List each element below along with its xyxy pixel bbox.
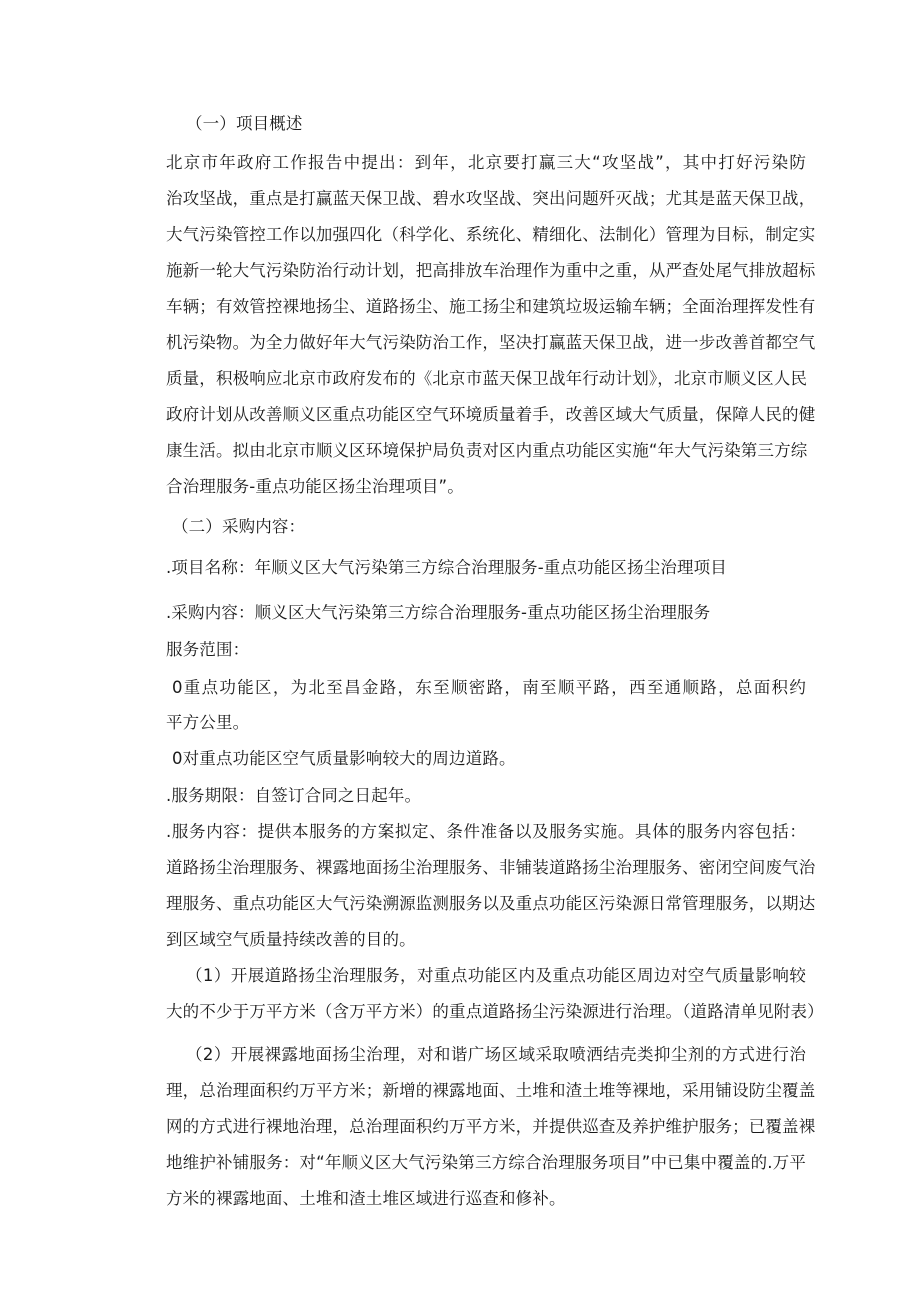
scope-label: 服务范围： — [166, 640, 250, 659]
service-content-line-2: 道路扬尘治理服务、裸露地面扬尘治理服务、非铺装道路扬尘治理服务、密闭空间废气治 — [166, 858, 816, 877]
section1-line-6: 机污染物。为全力做好年大气污染防治工作，坚决打赢蓝天保卫战，进一步改善首都空气 — [166, 333, 816, 352]
section1-line-4: 施新一轮大气污染防治行动计划，把高排放车治理作为重中之重，从严查处尾气排放超标 — [166, 261, 816, 280]
item-1-line-1: （1）开展道路扬尘治理服务，对重点功能区内及重点功能区周边对空气质量影响较 — [186, 966, 806, 985]
section1-line-2: 治攻坚战，重点是打赢蓝天保卫战、碧水攻坚战、突出问题歼灭战；尤其是蓝天保卫战， — [166, 189, 816, 208]
section1-line-9: 康生活。拟由北京市顺义区环境保护局负责对区内重点功能区实施“年大气污染第三方综 — [166, 441, 808, 460]
purchase-content: .采购内容：顺义区大气污染第三方综合治理服务-重点功能区扬尘治理服务 — [166, 603, 711, 622]
section1-line-10: 合治理服务-重点功能区扬尘治理项目”。 — [166, 477, 464, 496]
section1-line-3: 大气污染管控工作以加强四化（科学化、系统化、精细化、法制化）管理为目标，制定实 — [166, 225, 816, 244]
section1-line-7: 质量，积极响应北京市政府发布的《北京市蓝天保卫战年行动计划》，北京市顺义区人民 — [166, 369, 808, 388]
section1-line-1: 北京市年政府工作报告中提出：到年，北京要打赢三大“攻坚战”，其中打好污染防 — [166, 153, 806, 172]
scope-item-1-line-2: 平方公里。 — [166, 713, 250, 732]
scope-item-1-line-1: 0重点功能区，为北至昌金路，东至顺密路，南至顺平路，西至通顺路，总面积约 — [172, 678, 806, 697]
section1-heading: （一）项目概述 — [186, 114, 303, 133]
scope-item-2: 0对重点功能区空气质量影响较大的周边道路。 — [172, 749, 516, 768]
project-name: .项目名称：年顺义区大气污染第三方综合治理服务-重点功能区扬尘治理项目 — [166, 558, 727, 577]
item-1-line-2: 大的不少于万平方米（含万平方米）的重点道路扬尘污染源进行治理。（道路清单见附表） — [166, 1002, 824, 1021]
item-2-line-3: 网的方式进行裸地治理，总治理面积约万平方米，并提供巡查及养护维护服务；已覆盖裸 — [166, 1117, 816, 1136]
section2-heading: （二）采购内容： — [172, 517, 306, 536]
service-content-line-4: 到区域空气质量持续改善的目的。 — [166, 930, 416, 949]
item-2-line-4: 地维护补铺服务：对“年顺义区大气污染第三方综合治理服务项目”中已集中覆盖的.万平 — [166, 1153, 806, 1172]
item-2-line-2: 理，总治理面积约万平方米；新增的裸露地面、土堆和渣土堆等裸地，采用铺设防尘覆盖 — [166, 1081, 816, 1100]
service-content-line-3: 理服务、重点功能区大气污染溯源监测服务以及重点功能区污染源日常管理服务，以期达 — [166, 894, 816, 913]
section1-line-5: 车辆；有效管控裸地扬尘、道路扬尘、施工扬尘和建筑垃圾运输车辆；全面治理挥发性有 — [166, 297, 816, 316]
section1-line-8: 政府计划从改善顺义区重点功能区空气环境质量着手，改善区域大气质量，保障人民的健 — [166, 405, 816, 424]
item-2-line-5: 方米的裸露地面、土堆和渣土堆区域进行巡查和修补。 — [166, 1189, 566, 1208]
item-2-line-1: （2）开展裸露地面扬尘治理，对和谐广场区域采取喷洒结壳类抑尘剂的方式进行治 — [186, 1045, 806, 1064]
service-content-line-1: .服务内容：提供本服务的方案拟定、条件准备以及服务实施。具体的服务内容包括： — [166, 822, 806, 841]
service-period: .服务期限：自签订合同之日起年。 — [166, 786, 422, 805]
